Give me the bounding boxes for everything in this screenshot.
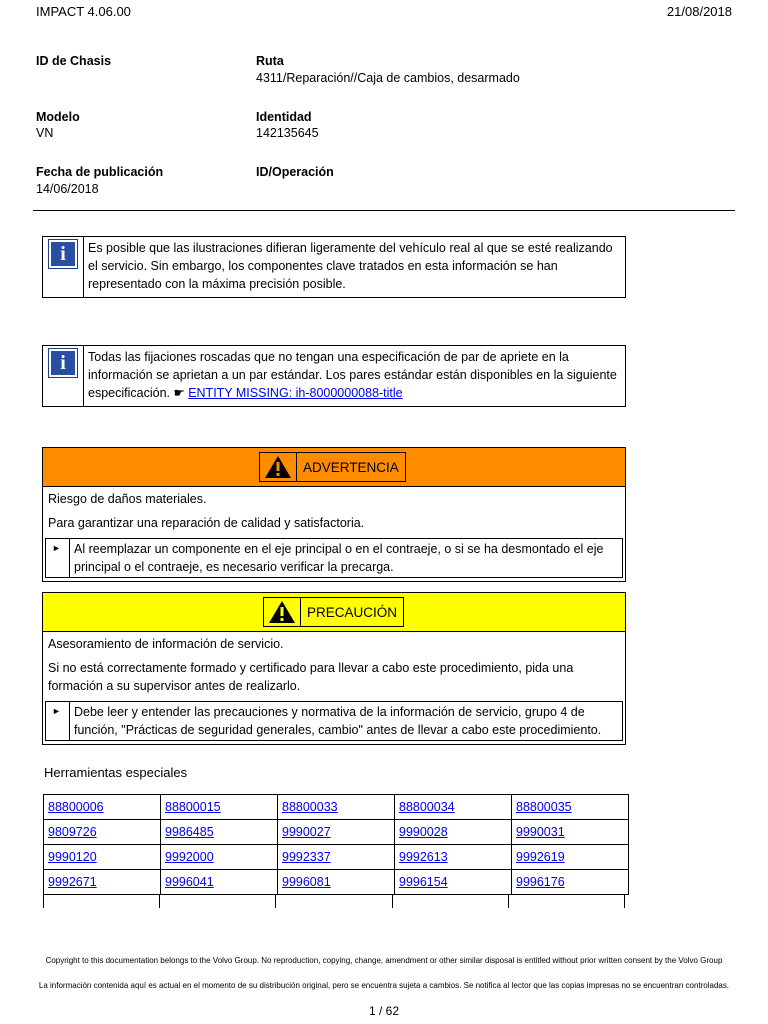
tool-link[interactable]: 9990031 bbox=[516, 825, 565, 839]
page-number: 1 / 62 bbox=[368, 1004, 400, 1018]
table-row bbox=[44, 870, 629, 895]
tool-link[interactable]: 9996176 bbox=[516, 875, 565, 889]
footer-notice: La información contenida aquí es actual en el momento de su distribución original, pero se encuentra sujeta a cambios. Se notifica al lector que las copias impresas no se encuentran controladas. bbox=[38, 981, 730, 990]
tool-link[interactable]: 88800033 bbox=[282, 800, 338, 814]
caution-banner bbox=[263, 597, 404, 627]
route-value: 4311/Reparación//Caja de cambios, desarmado bbox=[256, 71, 520, 85]
caution-bullet-text: Debe leer y entender las precauciones y normativa de la información de servicio, grupo 4 de función, "Prácticas de seguridad generales, cambio" antes de llevar a cabo este procedimiento. bbox=[74, 705, 602, 737]
route-label: Ruta bbox=[256, 54, 284, 68]
pubdate-value: 14/06/2018 bbox=[36, 182, 99, 196]
model-label: Modelo bbox=[36, 110, 80, 124]
chassis-label: ID de Chasis bbox=[36, 54, 112, 68]
tool-link[interactable]: 9996041 bbox=[165, 875, 214, 889]
tool-link[interactable]: 9996154 bbox=[399, 875, 448, 889]
tool-link[interactable]: 9990028 bbox=[399, 825, 448, 839]
table-row bbox=[44, 795, 629, 820]
operation-label: ID/Operación bbox=[256, 165, 334, 179]
caution-title: PRECAUCIÓN bbox=[307, 604, 398, 620]
warning-bar bbox=[43, 448, 625, 487]
identity-label: Identidad bbox=[256, 110, 312, 124]
footer-copyright: Copyright to this documentation belongs to the Volvo Group. No reproduction, copying, change, amendment or other similar disposal is entitled without prior written consent by the Volvo Group bbox=[45, 956, 723, 965]
info-note-2 bbox=[42, 345, 626, 407]
tool-link[interactable]: 88800035 bbox=[516, 800, 572, 814]
header-divider bbox=[33, 210, 735, 211]
caution-bullet bbox=[45, 701, 623, 741]
table-row bbox=[44, 820, 629, 845]
caution-line-2: Si no está correctamente formado y certificado para llevar a cabo este procedimiento, pida una formación a su supervisor antes de realizarlo. bbox=[48, 661, 574, 693]
info-note-text: Es posible que las ilustraciones difieran ligeramente del vehículo real al que se esté realizando el servicio. Sin embargo, los componentes clave tratados en esta información se han representado con la máxima precisión posible. bbox=[88, 241, 613, 291]
info-icon: i bbox=[48, 239, 78, 269]
app-version: IMPACT 4.06.00 bbox=[36, 4, 131, 19]
tools-table-continuation bbox=[43, 894, 625, 908]
warning-line-2: Para garantizar una reparación de calidad y satisfactoria. bbox=[48, 516, 365, 530]
bullet-arrow-icon: ► bbox=[46, 702, 70, 740]
warning-title: ADVERTENCIA bbox=[303, 459, 399, 475]
tool-link[interactable]: 9809726 bbox=[48, 825, 97, 839]
tool-link[interactable]: 9992000 bbox=[165, 850, 214, 864]
tool-link[interactable]: 9990027 bbox=[282, 825, 331, 839]
tool-link[interactable]: 9992619 bbox=[516, 850, 565, 864]
tool-link[interactable]: 9986485 bbox=[165, 825, 214, 839]
info-icon: i bbox=[48, 348, 78, 378]
pubdate-label: Fecha de publicación bbox=[36, 165, 164, 179]
tool-link[interactable]: 9992337 bbox=[282, 850, 331, 864]
tool-link[interactable]: 88800015 bbox=[165, 800, 221, 814]
table-row bbox=[44, 845, 629, 870]
tool-link[interactable]: 9992613 bbox=[399, 850, 448, 864]
warning-bullet bbox=[45, 538, 623, 578]
warning-box bbox=[42, 447, 626, 582]
warning-line-1: Riesgo de daños materiales. bbox=[48, 492, 207, 506]
warning-bullet-text: Al reemplazar un componente en el eje principal o en el contraeje, o si se ha desmontado el eje principal o el contraeje, es necesario verificar la precarga. bbox=[74, 542, 604, 574]
identity-value: 142135645 bbox=[256, 126, 319, 140]
tools-table bbox=[43, 794, 629, 895]
print-date: 21/08/2018 bbox=[666, 4, 732, 19]
tool-link[interactable]: 9992671 bbox=[48, 875, 97, 889]
info-note-1 bbox=[42, 236, 626, 298]
tool-link[interactable]: 9990120 bbox=[48, 850, 97, 864]
caution-line-1: Asesoramiento de información de servicio. bbox=[48, 637, 284, 651]
bullet-arrow-icon: ► bbox=[46, 539, 70, 577]
tool-link[interactable]: 88800034 bbox=[399, 800, 455, 814]
warning-triangle-icon bbox=[260, 453, 297, 481]
tools-heading: Herramientas especiales bbox=[44, 765, 188, 780]
warning-banner bbox=[259, 452, 406, 482]
pointing-hand-icon: ☛ bbox=[173, 386, 185, 400]
info-note-text: Todas las fijaciones roscadas que no tengan una especificación de par de apriete en la información se aprietan a un par estándar. Los pares estándar están disponibles en la siguiente especificación. bbox=[88, 350, 617, 400]
caution-bar bbox=[43, 593, 625, 632]
caution-triangle-icon bbox=[264, 598, 301, 626]
caution-box bbox=[42, 592, 626, 745]
tool-link[interactable]: 88800006 bbox=[48, 800, 104, 814]
model-value: VN bbox=[36, 126, 54, 140]
tool-link[interactable]: 9996081 bbox=[282, 875, 331, 889]
entity-missing-link[interactable]: ENTITY MISSING: ih-8000000088-title bbox=[188, 386, 403, 400]
